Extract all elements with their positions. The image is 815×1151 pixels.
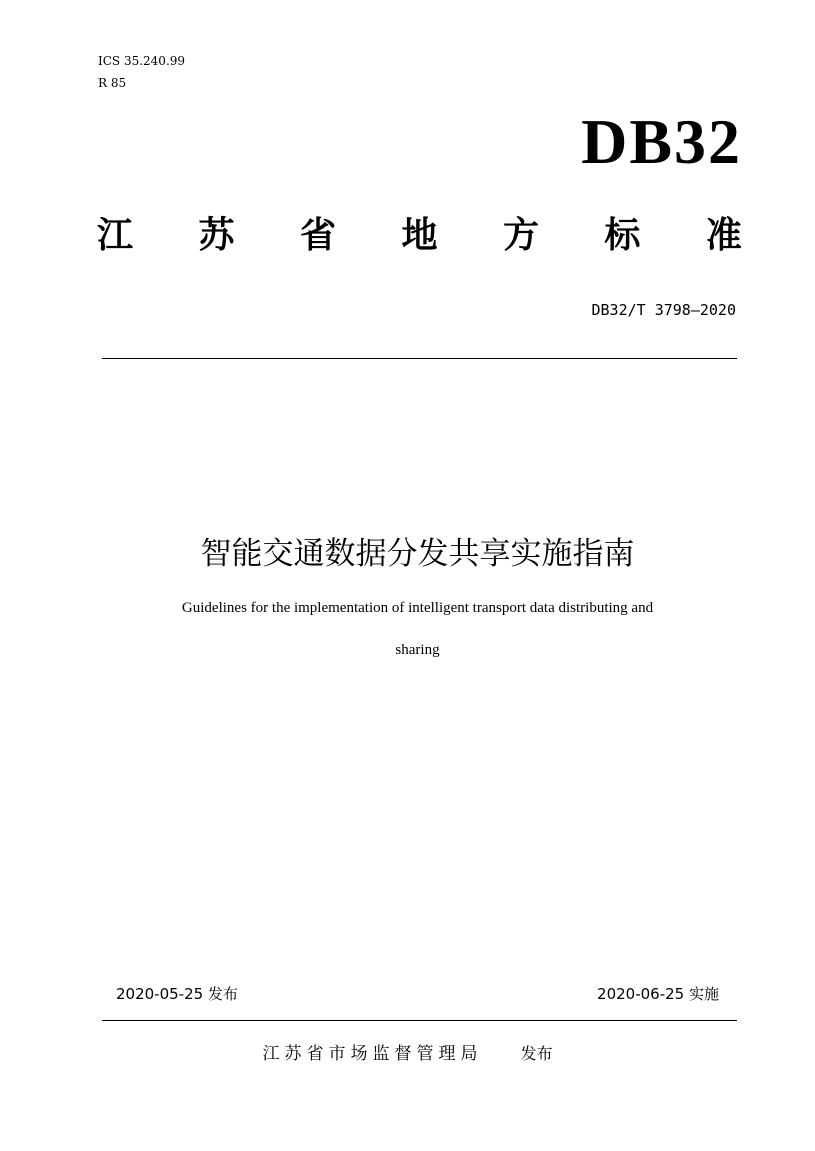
top-divider [102,358,737,359]
standard-type-char: 省 [299,215,336,256]
standard-type-heading [97,212,742,260]
title-english-line-2: sharing [395,642,440,658]
standard-type-char: 方 [502,215,539,256]
implementation-date: 2020-06-25 实施 [597,985,719,1003]
standard-type-char: 江 [97,215,134,256]
title-chinese: 智能交通数据分发共享实施指南 [200,536,635,572]
bottom-divider [102,1020,737,1021]
standard-type-char: 地 [401,215,438,256]
standard-type-char: 准 [705,215,742,256]
standard-type-char: 标 [604,215,641,256]
standard-number: DB32/T 3798—2020 [591,301,736,319]
standard-logo: DB32 [581,106,742,177]
publisher-line [0,1042,815,1066]
title-english-line-1: Guidelines for the implementation of intelligent transport data distributing and [181,600,654,616]
publisher-name: 江苏省市场监督管理局 [262,1044,483,1064]
issue-date: 2020-05-25 发布 [116,985,238,1003]
publisher-action: 发布 [520,1044,553,1063]
ics-code: ICS 35.240.99 [98,54,186,68]
classification-code: R 85 [98,76,127,90]
standard-type-char: 苏 [198,215,235,256]
